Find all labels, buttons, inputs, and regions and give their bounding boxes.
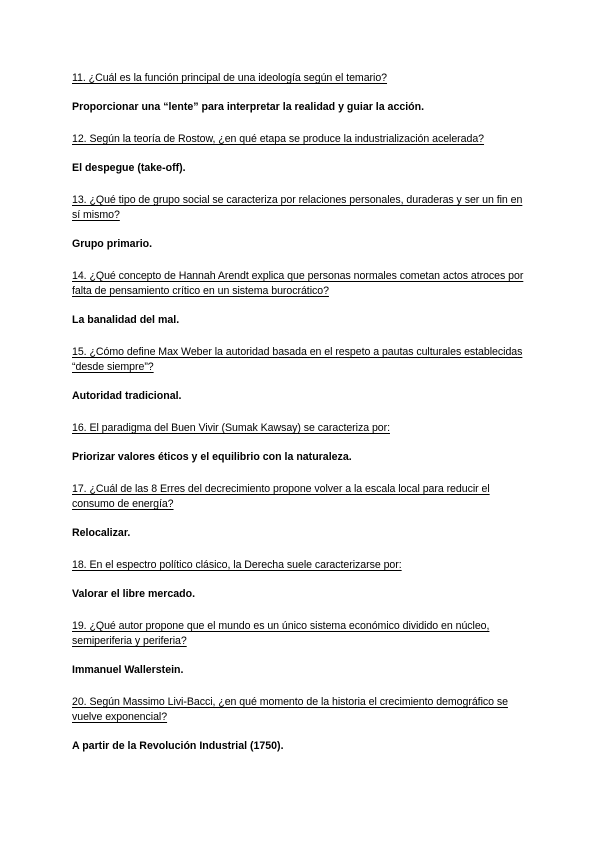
- answer-19: Immanuel Wallerstein.: [72, 664, 184, 676]
- question-12: 12. Según la teoría de Rostow, ¿en qué etapa se produce la industrialización acelerada?: [72, 133, 485, 145]
- question-14: 14. ¿Qué concepto de Hannah Arendt explica que personas normales cometan actos atroces por falta de pensamiento crítico en un sistema burocrático?: [72, 270, 524, 297]
- qa-item-11: [72, 71, 532, 115]
- question-16: 16. El paradigma del Buen Vivir (Sumak Kawsay) se caracteriza por:: [72, 422, 390, 434]
- qa-item-13: [72, 193, 532, 252]
- question-answer-list: [72, 71, 532, 771]
- answer-17: Relocalizar.: [72, 527, 131, 539]
- qa-item-17: [72, 482, 532, 541]
- qa-item-19: [72, 619, 532, 678]
- qa-item-14: [72, 269, 532, 328]
- question-17: 17. ¿Cuál de las 8 Erres del decrecimiento propone volver a la escala local para reducir el consumo de energía?: [72, 483, 490, 510]
- question-11: 11. ¿Cuál es la función principal de una ideología según el temario?: [72, 72, 388, 84]
- answer-16: Priorizar valores éticos y el equilibrio con la naturaleza.: [72, 451, 352, 463]
- answer-12: El despegue (take-off).: [72, 162, 186, 174]
- qa-item-15: [72, 345, 532, 404]
- question-19: 19. ¿Qué autor propone que el mundo es un único sistema económico dividido en núcleo, semiperiferia y periferia?: [72, 620, 490, 647]
- qa-item-20: [72, 695, 532, 754]
- answer-13: Grupo primario.: [72, 238, 153, 250]
- answer-14: La banalidad del mal.: [72, 314, 180, 326]
- question-20: 20. Según Massimo Livi-Bacci, ¿en qué momento de la historia el crecimiento demográfico se vuelve exponencial?: [72, 696, 508, 723]
- question-13: 13. ¿Qué tipo de grupo social se caracteriza por relaciones personales, duraderas y ser un fin en sí mismo?: [72, 194, 523, 221]
- qa-item-18: [72, 558, 532, 602]
- answer-20: A partir de la Revolución Industrial (1750).: [72, 740, 284, 752]
- answer-11: Proporcionar una “lente” para interpretar la realidad y guiar la acción.: [72, 101, 425, 113]
- question-15: 15. ¿Cómo define Max Weber la autoridad basada en el respeto a pautas culturales establecidas “desde siempre”?: [72, 346, 523, 373]
- answer-15: Autoridad tradicional.: [72, 390, 182, 402]
- question-18: 18. En el espectro político clásico, la Derecha suele caracterizarse por:: [72, 559, 402, 571]
- qa-item-16: [72, 421, 532, 465]
- qa-item-12: [72, 132, 532, 176]
- answer-18: Valorar el libre mercado.: [72, 588, 196, 600]
